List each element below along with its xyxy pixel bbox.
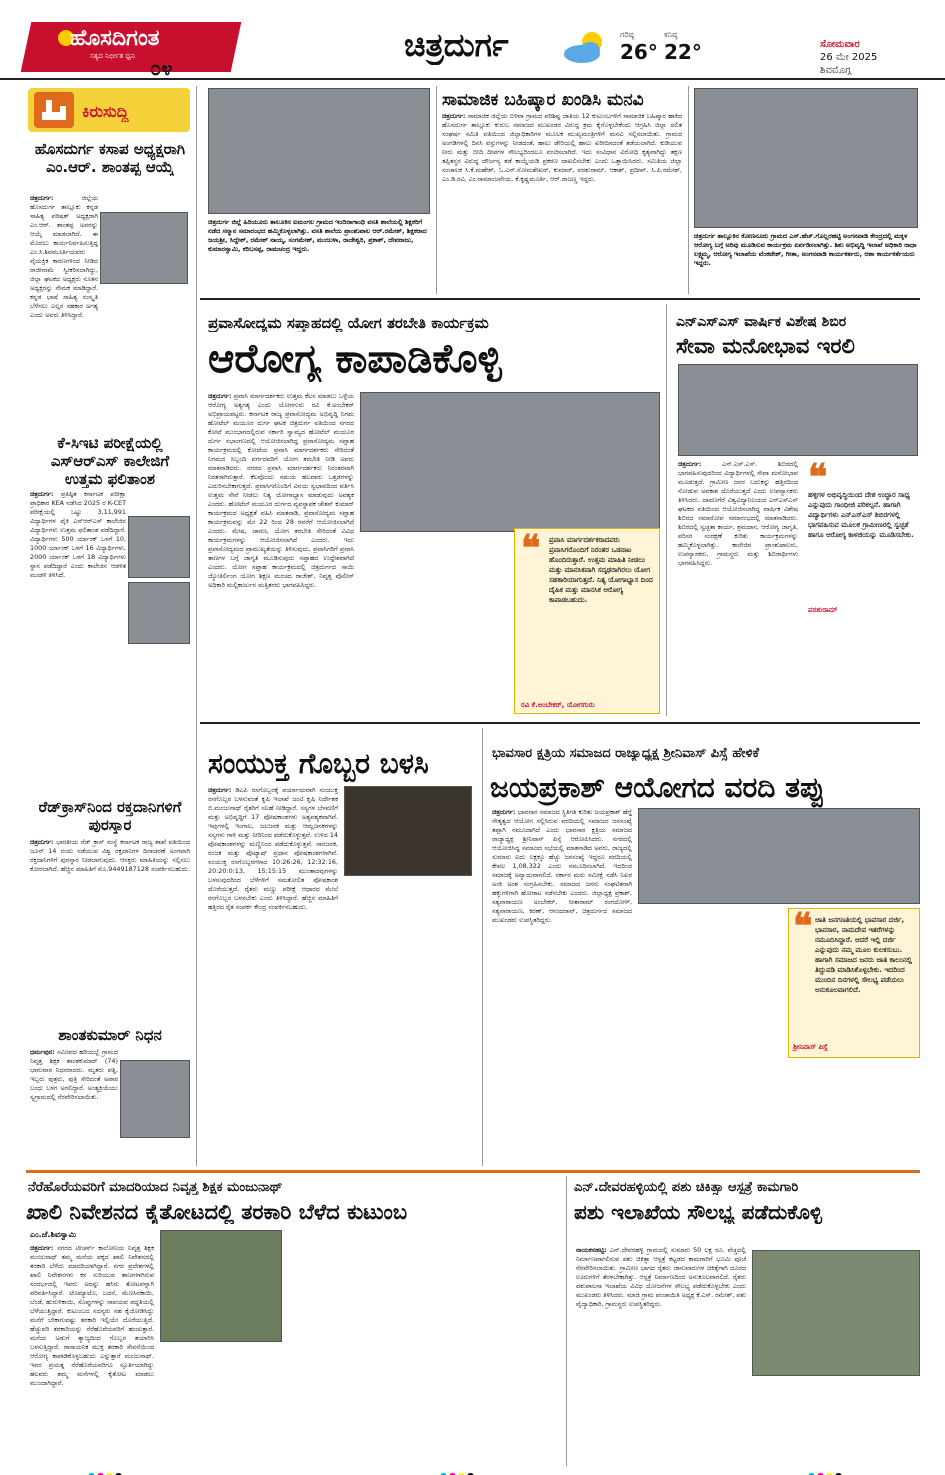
quote-text: ಜಾತಿ ಜನಗಣತಿಯಲ್ಲಿ ಭಾವಸಾರ ದರ್ಜಿ, ಭಾವಸಾರ, ನಾಮದೇವ ಇತರೆಗಳನ್ನು ನಮೂದಿಸಿದ್ದಾರೆ. ಆದರೆ ಇಲ್ಲಿ ದರ್ಜಿ ಎನ್ನುವುದು ನಮ್ಮ ಮೂಲ ಕುಲಕಸುಬು. ಹಾಗಾಗಿ ಸಮಾಜದ ಜನರು ಜಾತಿ ಕಾಲಂನಲ್ಲಿ ತಿದ್ದುಪಡಿ ಮಾಡಿಸಿಕೊಳ್ಳಬೇಕು. ಇದರಿಂದ ಮುಂದಿನ ದಿನಗಳಲ್ಲಿ ಸೌಲಭ್ಯ ಪಡೆಯಲು ಅನುಕೂಲವಾಗಲಿದೆ.	[815, 916, 913, 994]
story-body: ನಾಯಕನಹಟ್ಟಿ: ಎನ್.ದೇವರಹಳ್ಳಿ ಗ್ರಾಮದಲ್ಲಿ ಸುಮಾರು 50 ಲಕ್ಷ ರೂ. ವೆಚ್ಚದಲ್ಲಿ ನಿರ್ಮಾಣವಾಗಲಿರುವ ಪಶು ಚಿಕಿತ್ಸಾ ಆಸ್ಪತ್ರೆ ಕಟ್ಟಡದ ಕಾಮಗಾರಿಗೆ ಭೂಮಿ ಪೂಜೆ ನೆರವೇರಿಸಲಾಯಿತು. ಗ್ರಾಮೀಣ ಭಾಗದ ರೈತರು ಜಾನುವಾರುಗಳ ಚಿಕಿತ್ಸೆಗಾಗಿ ದೂರದ ಊರುಗಳಿಗೆ ತೆರಳಬೇಕಾಗಿತ್ತು. ಆಸ್ಪತ್ರೆ ನಿರ್ಮಾಣದಿಂದ ಅನುಕೂಲವಾಗಲಿದೆ. ರೈತರು ಪಶುಪಾಲನಾ ಇಲಾಖೆಯ ವಿವಿಧ ಯೋಜನೆಗಳ ಸೌಲಭ್ಯ ಪಡೆದುಕೊಳ್ಳಬೇಕು ಎಂದು ಮುಖಂಡರು ತಿಳಿಸಿದರು. ಮಾಜಿ ಗ್ರಾಮ ಪಂಚಾಯಿತಿ ಅಧ್ಯಕ್ಷ ಕೆ.ಎಸ್. ರಮೇಶ್, ಪಶು ವೈದ್ಯಾಧಿಕಾರಿ, ಗ್ರಾಮಸ್ಥರು ಉಪಸ್ಥಿತರಿದ್ದರು.	[576, 1246, 746, 1308]
jayaprakash-quote-box	[788, 908, 920, 1058]
brief-body: ಚಿತ್ರದುರ್ಗ: ಜಿಲ್ಲೆಯ ಹೊಸದುರ್ಗ ತಾಲ್ಲೂಕು ಕನ್ನಡ ಸಾಹಿತ್ಯ ಪರಿಷತ್ ಅಧ್ಯಕ್ಷರಾಗಿ ಎಂ.ಆರ್. ಶಾಂತಪ್ಪ ಅವರನ್ನು ಆಯ್ಕೆ ಮಾಡಲಾಗಿದೆ. ಈ ಮೊದಲು ಕಾರ್ಯನಿರ್ವಹಿಸುತ್ತಿದ್ದ ಎಂ.ಸಿ.ಶಿವಮೂರ್ತಿಯವರು ವೈಯಕ್ತಿಕ ಕಾರಣಗಳಿಂದ ನೀಡಿದ ರಾಜೀನಾಮೆ ಸ್ವೀಕರಿಸಲಾಗಿದ್ದು, ಜಿಲ್ಲಾ ಘಟಕದ ಅಧ್ಯಕ್ಷರು ನೂತನ ಅಧ್ಯಕ್ಷರನ್ನು ನೇಮಕ ಮಾಡಿದ್ದಾರೆ. ಕನ್ನಡ ಭಾಷೆ ಸಾಹಿತ್ಯ ಸಂಸ್ಕೃತಿ ಬೆಳೆಸಲು ಎಲ್ಲರ ಸಹಕಾರ ಅಗತ್ಯ ಎಂದು ಅವರು ತಿಳಿಸಿದ್ದಾರೆ.	[30, 194, 98, 319]
story-headline: ಪಶು ಇಲಾಖೆಯ ಸೌಲಭ್ಯ ಪಡೆದುಕೊಳ್ಳಿ	[574, 1200, 822, 1224]
story-body-cont	[788, 1062, 920, 1164]
fertilizer-photo	[344, 786, 472, 876]
story-body: ಚಿತ್ರದುರ್ಗ: ನಗರದ ಟೀಚರ್ಸ್ ಕಾಲೋನಿಯ ನಿವೃತ್ತ ಶಿಕ್ಷಕ ಮಂಜುನಾಥ್ ತಮ್ಮ ಮನೆಯ ಪಕ್ಕದ ಖಾಲಿ ನಿವೇಶನದಲ್ಲಿ ತರಕಾರಿ ಬೆಳೆದು ಮಾದರಿಯಾಗಿದ್ದಾರೆ. ನಗರ ಪ್ರದೇಶಗಳಲ್ಲಿ ಖಾಲಿ ನಿವೇಶನಗಳು ಕಸ ಸುರಿಯುವ ತಾಣಗಳಾಗಿರುವ ಸಂದರ್ಭದಲ್ಲಿ ಇವರು ಅದನ್ನು ಹಸಿರು ತೋಟವನ್ನಾಗಿ ಪರಿವರ್ತಿಸಿದ್ದಾರೆ. ಟೊಮ್ಯಾಟೊ, ಬದನೆ, ಮೆಣಸಿನಕಾಯಿ, ಬೆಂಡೆ, ಹುರುಳಿಕಾಯಿ, ಸೊಪ್ಪುಗಳನ್ನು ಸಾವಯವ ಪದ್ಧತಿಯಲ್ಲಿ ಬೆಳೆಯುತ್ತಿದ್ದಾರೆ. ಕುಟುಂಬದ ಸದಸ್ಯರು ಸಹ ಕೈಜೋಡಿಸಿದ್ದು ಮನೆಗೆ ಬೇಕಾಗುವಷ್ಟು ತರಕಾರಿ ಇಲ್ಲಿಯೇ ದೊರೆಯುತ್ತಿದೆ. ಹೆಚ್ಚುವರಿ ತರಕಾರಿಯನ್ನು ನೆರೆಹೊರೆಯವರಿಗೆ ಹಂಚುತ್ತಾರೆ. ಮನೆಯ ಅಡುಗೆ ತ್ಯಾಜ್ಯದಿಂದ ಗೊಬ್ಬರ ತಯಾರಿಸಿ ಬಳಸುತ್ತಿದ್ದಾರೆ. ರಾಸಾಯನಿಕ ಮುಕ್ತ ತರಕಾರಿ ಸೇವನೆಯಿಂದ ಆರೋಗ್ಯ ಕಾಪಾಡಿಕೊಳ್ಳಬಹುದು ಎನ್ನುತ್ತಾರೆ ಮಂಜುನಾಥ್. ಇವರ ಪ್ರಯತ್ನ ನೆರೆಹೊರೆಯವರಿಗೂ ಸ್ಫೂರ್ತಿಯಾಗಿದ್ದು ಹಲವರು ತಮ್ಮ ಮನೆಗಳಲ್ಲಿ ಕೈತೋಟ ಮಾಡಲು ಮುಂದಾಗಿದ್ದಾರೆ.	[30, 1244, 154, 1387]
photo-caption: ಚಿತ್ರದುರ್ಗ ಜಿಲ್ಲೆ ಹಿರಿಯೂರು ತಾಲೂಕಿನ ಐಮಂಗಲ ಗ್ರಾಮದ ಇಂದಿರಾಗಾಂಧಿ ವಸತಿ ಶಾಲೆಯಲ್ಲಿ ಶಿಕ್ಷಕರಿಗೆ ನಡೆದ ಸನ್ಮಾನ ಸಮಾರಂಭದ ಹಮ್ಮಿಕೊಳ್ಳಲಾಗಿತ್ತು. ವಸತಿ ಶಾಲೆಯ ಪ್ರಾಂಶುಪಾಲ ಆರ್.ರಮೇಶ್, ಶಿಕ್ಷಕರಾದ ಜಯಶ್ರೀ, ಸಿದ್ದೇಶ್, ರಮೇಶ್ ನಾಯ್ಕ, ಸಂಗಮೇಶ್, ಮಂಜುಳಾ, ರಾಜೇಶ್ವರಿ, ಪ್ರಕಾಶ್, ದೇವರಾಜು, ಕುಮಾರಸ್ವಾಮಿ, ಕರಿಬಸಪ್ಪ, ರಾಮಚಂದ್ರ ಇದ್ದರು.	[208, 218, 427, 253]
vegetable-garden-photo	[160, 1230, 282, 1342]
edition-place: ಶಿವಮೊಗ್ಗ	[820, 65, 852, 76]
photo-caption: ಚಿತ್ರದುರ್ಗ ತಾಲ್ಲೂಕಿನ ಕೋಣನೂರು ಗ್ರಾಮದ ಎಸ್.ಹೆಚ್.ಗೊಲ್ಲರಹಟ್ಟಿ ಅಂಗನವಾಡಿ ಕೇಂದ್ರದಲ್ಲಿ ಮಕ್ಕಳ ಆರೋಗ್ಯ ಬಗ್ಗೆ ಅರಿವು ಮೂಡಿಸುವ ಕಾರ್ಯಕ್ರಮ ಏರ್ಪಡಿಸಲಾಗಿತ್ತು. ಶಿಶು ಅಭಿವೃದ್ಧಿ ಇಲಾಖೆ ಅಧಿಕಾರಿ ರಾಧಾ ಲಕ್ಷ್ಮಮ್ಮ, ಆರೋಗ್ಯ ಇಲಾಖೆಯ ವೆಂಕಟೇಶ್, ಗೀತಾ, ಅಂಗನವಾಡಿ ಕಾರ್ಯಕರ್ತರು, ಆಶಾ ಕಾರ್ಯಕರ್ತೆಯರು ಇದ್ದರು.	[694, 232, 917, 267]
brief-headline: ರೆಡ್‌ಕ್ರಾಸ್‌ನಿಂದ ರಕ್ತದಾನಿಗಳಿಗೆ ಪುರಸ್ಕಾರ	[38, 798, 182, 834]
story-kicker: ಭಾವಸಾರ ಕ್ಷತ್ರಿಯ ಸಮಾಜದ ರಾಜ್ಯಾಧ್ಯಕ್ಷ ಶ್ರೀನಿವಾಸ್ ಪಿಸ್ಸೆ ಹೇಳಿಕೆ	[492, 746, 760, 761]
story-body-cont	[430, 1230, 558, 1464]
story-body-cont	[160, 1346, 290, 1464]
page-number: ೦೪	[150, 56, 173, 80]
story-body: ಚಿತ್ರದುರ್ಗ: ಸಾಮಾಜಿಕ ಜಿಲ್ಲೆಯ ಬಿಳಿವಾ ಗ್ರಾಮದ ಪರಿಶಿಷ್ಟ ಜಾತಿಯ 12 ಕುಟುಂಬಗಳಿಗೆ ಸಾಮಾಜಿಕ ಬಹಿಷ್ಕಾರ ಹಾಕಿದ ಹೊಸದುರ್ಗ ತಾಲ್ಲೂಕು ಕುರುಬ ಸಮಾಜದ ಮುಖಂಡರ ವಿರುದ್ಧ ಕ್ರಮ ಕೈಗೊಳ್ಳಬೇಕೆಂದು ಆಗ್ರಹಿಸಿ ಜಿಲ್ಲಾ ದಲಿತ ಸಂಘರ್ಷ ಸಮಿತಿ ವತಿಯಿಂದ ಜಿಲ್ಲಾಧಿಕಾರಿಗಳ ಮೂಲಕ ಮುಖ್ಯಮಂತ್ರಿಗಳಿಗೆ ಮನವಿ ಸಲ್ಲಿಸಲಾಯಿತು. ಗ್ರಾಮದ ಅಂಗಡಿಗಳಲ್ಲಿ ದಿನಸಿ ವಸ್ತುಗಳನ್ನು ನೀಡದಂತೆ, ಹಾಲು ಡೇರಿಯಲ್ಲಿ ಹಾಲು ಖರೀದಿಸದಂತೆ ತಡೆಯಲಾಗಿದೆ. ಕುಡಿಯುವ ನೀರು ಮತ್ತು ಬೀದಿ ದೀಪಗಳ ಸೌಲಭ್ಯದಿಂದಲೂ ವಂಚಿಸಲಾಗಿದೆ. ಇದು ಸಂವಿಧಾನ ವಿರೋಧಿ ಕೃತ್ಯವಾಗಿದ್ದು ತಕ್ಷಣ ತಪ್ಪಿತಸ್ಥರ ವಿರುದ್ಧ ದೌರ್ಜನ್ಯ ತಡೆ ಕಾಯ್ದೆಯಡಿ ಪ್ರಕರಣ ದಾಖಲಿಸಬೇಕು ಎಂದು ಒತ್ತಾಯಿಸಿದರು. ಸಮಿತಿಯ ಜಿಲ್ಲಾ ಸಂಚಾಲಕ ಸಿ.ಕೆ.ಮಹೇಶ್, ಓ.ಎನ್.ಸೋಮಶೇಖರ್, ಕುಮಾರ್, ಪರಶುರಾಮ್, ಆಕಾಶ್, ಪ್ರದೀಪ್, ಸಿ.ಪಿ.ರಮೇಶ್, ಎಂ.ಡಿ.ರವಿ, ಎಂ.ರಾಮಾಂಜನೇಯ, ಕೆ.ಕೃಷ್ಣಮೂರ್ತಿ, ಆರ್.ರಾಜಣ್ಣ ಇದ್ದರು.	[442, 112, 682, 183]
quote-attribution: ಶ್ರೀನಿವಾಸ್ ಪಿಸ್ಸೆ	[793, 1043, 828, 1051]
brief-headline: ಹೊಸದುರ್ಗ ಕಸಾಪ ಅಧ್ಯಕ್ಷರಾಗಿ ಎಂ.ಆರ್. ಶಾಂತಪ್ಪ ಆಯ್ಕೆ	[34, 140, 186, 176]
brief-item	[30, 1026, 190, 1044]
story-byline: ಎಂ.ಜೆ.ಶಿವಸ್ವಾಮಿ	[30, 1230, 77, 1239]
obituary-photo	[120, 1060, 190, 1138]
story-kicker: ಪ್ರವಾಸೋದ್ಯಮ ಸಪ್ತಾಹದಲ್ಲಿ ಯೋಗ ತರಬೇತಿ ಕಾರ್ಯಕ್ರಮ	[208, 314, 489, 332]
story-body: ಚಿತ್ರದುರ್ಗ: ಭಾವಸಾರ ಸಮಾಜದ ಸ್ಥಿತಿಗತಿ ಕುರಿತು ಜಯಪ್ರಕಾಶ್ ಹೆಗ್ಡೆ ನೇತೃತ್ವದ ಆಯೋಗ ಸಲ್ಲಿಸಿರುವ ವರದಿಯಲ್ಲಿ ಸಮಾಜದ ಜನಸಂಖ್ಯೆ ತಪ್ಪಾಗಿ ನಮೂದಾಗಿದೆ ಎಂದು ಭಾವಸಾರ ಕ್ಷತ್ರಿಯ ಸಮಾಜದ ರಾಜ್ಯಾಧ್ಯಕ್ಷ ಶ್ರೀನಿವಾಸ್ ಪಿಸ್ಸೆ ಆರೋಪಿಸಿದರು. ನಗರದಲ್ಲಿ ಆಯೋಜಿಸಿದ್ದ ಸಮಾಜದ ಸಭೆಯಲ್ಲಿ ಮಾತನಾಡಿದ ಅವರು, ರಾಜ್ಯದಲ್ಲಿ ಸುಮಾರು ಐದು ಲಕ್ಷಕ್ಕೂ ಹೆಚ್ಚು ಜನಸಂಖ್ಯೆ ಇದ್ದರೂ ವರದಿಯಲ್ಲಿ ಕೇವಲ 1,08,322 ಎಂದು ನಮೂದಿಸಲಾಗಿದೆ. ಇದರಿಂದ ಸಮಾಜಕ್ಕೆ ಅನ್ಯಾಯವಾಗಲಿದೆ. ಸರ್ಕಾರ ಮರು ಸಮೀಕ್ಷೆ ನಡೆಸಿ ನಿಖರ ಅಂಕಿ ಅಂಶ ಸಂಗ್ರಹಿಸಬೇಕು. ಸಮಾಜದ ಜನರು ಸಂಘಟಿತರಾಗಿ ಹಕ್ಕುಗಳಿಗಾಗಿ ಹೋರಾಟ ನಡೆಸಬೇಕು ಎಂದರು. ಜಿಲ್ಲಾಧ್ಯಕ್ಷ ಪ್ರಕಾಶ್, ಸತ್ಯನಾರಾಯಣ ಅಂಬೇಕರ್, ಸೀತಾರಾಮ್ ರಂಗದೋಳ್, ಸತ್ಯನಾರಾಯಣ, ಕಿರಣ್, ಆನಂದರಾವ್, ಚಿತ್ರದುರ್ಗದ ಸಮಾಜದ ಮುಖಂಡರು ಉಪಸ್ಥಿತರಿದ್ದರು.	[492, 808, 632, 924]
school-event-photo	[208, 88, 430, 214]
weekday: ಸೋಮವಾರ	[820, 39, 860, 50]
story-body-cont	[360, 538, 510, 718]
print-registration-marks	[88, 1465, 124, 1473]
brief-body: ಧರ್ಮಪುರ: ಸಮೀಪದ ಹರಿಯಬ್ಬೆ ಗ್ರಾಮದ ನಿವೃತ್ತ ಶಿಕ್ಷಕ ಶಾಂತಕುಮಾರ್ (74) ಭಾನುವಾರ ನಿಧನರಾದರು. ಮೃತರು ಪತ್ನಿ, ಇಬ್ಬರು ಪುತ್ರರು, ಪುತ್ರಿ ಸೇರಿದಂತೆ ಅಪಾರ ಬಂಧು ಬಳಗ ಅಗಲಿದ್ದಾರೆ. ಅಂತ್ಯಕ್ರಿಯೆಯು ಸ್ವಗ್ರಾಮದಲ್ಲಿ ನೆರವೇರಿಸಲಾಯಿತು.	[30, 1048, 118, 1101]
story-headline: ಸೇವಾ ಮನೋಭಾವ ಇರಲಿ	[676, 334, 855, 358]
brief-headline: ಶಾಂತಕುಮಾರ್ ನಿಧನ	[58, 1026, 162, 1044]
temp-max: 26°	[620, 40, 658, 64]
date-block	[820, 38, 930, 77]
story-body: ಚಿತ್ರದುರ್ಗ: ಪ್ರವಾಸಿ ಮಾರ್ಗದರ್ಶಕರು ಉತ್ತಮ ಕೆಲಸ ಮಾಡಲು ಒಳ್ಳೆಯ ಆರೋಗ್ಯ ಅತ್ಯಗತ್ಯ ಎಂದು ಯೋಗಗುರು ರವಿ ಕೆ.ಅಂಬೇಕರ್ ಅಭಿಪ್ರಾಯಪಟ್ಟರು. ಕರ್ನಾಟಕ ರಾಜ್ಯ ಪ್ರವಾಸೋದ್ಯಮ ಅಭಿವೃದ್ಧಿ ನಿಗಮ ಹೋಟೆಲ್ ಮಯೂರ ದುರ್ಗ ಘಟಕ ಚಿತ್ರದುರ್ಗ ವತಿಯಿಂದ ನಗರದ ಕೋಟೆ ಮುಂಭಾಗದಲ್ಲಿರುವ ಸರ್ಕಾರಿ ಸ್ವಾಮ್ಯದ ಹೋಟೆಲ್ ಮಯೂರ ದುರ್ಗ ಸಭಾಂಗಣದಲ್ಲಿ ಆಯೋಜಿಸಲಾಗಿದ್ದ ಪ್ರವಾಸೋದ್ಯಮ ಸಪ್ತಾಹ ಕಾರ್ಯಕ್ರಮದಲ್ಲಿ ಕೋಟೆಯ ಪ್ರವಾಸಿ ಮಾರ್ಗದರ್ಶಕರು ಸೇರಿದಂತೆ ನಿಗಮದ ಸಿಬ್ಬಂದಿ ವರ್ಗದವರಿಗೆ ಯೋಗ ತರಬೇತಿ ನೀಡಿ ಅವರು ಮಾತನಾಡಿದರು. ನಗರದ ಪ್ರವಾಸಿ ಮಾರ್ಗದರ್ಶಕರು ನಿರಂತರವಾಗಿ ನಿರತರಾಗಿರುತ್ತಾರೆ. ಕೆಲವೊಂದು ಸಮಯ ಹಲವಾರು ಒತ್ತಡಗಳನ್ನು ಎದುರಿಸಬೇಕಾಗುತ್ತದೆ. ಪ್ರವಾಸಿಗರೊಂದಿಗೆ ವಿನಯ ಸ್ವಭಾವದಿಂದ ವರ್ತಿಸಿ ಉತ್ತಮ ಸೇವೆ ನೀಡಲು ನಿತ್ಯ ಯೋಗಾಭ್ಯಾಸ ಮಾಡುವುದು ಅವಶ್ಯಕ ಎಂದರು. ಹೋಟೆಲ್ ಮಯೂರ ದುರ್ಗದ ವ್ಯವಸ್ಥಾಪಕ ಚೇತನ್ ಕುಮಾರ್ ಕಾರ್ಯಕ್ರಮದ ಅಧ್ಯಕ್ಷತೆ ವಹಿಸಿ ಮಾತನಾಡಿ, ಪ್ರವಾಸೋದ್ಯಮ ಸಪ್ತಾಹ ಕಾರ್ಯಕ್ರಮವನ್ನು ಮೇ 22 ರಿಂದ 28 ರವರೆಗೆ ಆಯೋಜಿಸಲಾಗಿದೆ ಎಂದರು. ಮೇಷ, ಚಾರಣ, ಯೋಗ ತರಬೇತಿ ಸೇರಿದಂತೆ ವಿವಿಧ ಕಾರ್ಯಕ್ರಮಗಳನ್ನು ಆಯೋಜಿಸಲಾಗಿದೆ ಎಂದರು. ಇದು ಪ್ರವಾಸೋದ್ಯಮದ ಪ್ರಾಮುಖ್ಯತೆಯನ್ನು ತಿಳಿಸುವುದು, ಪ್ರವಾಸಿಗರಿಗೆ ಪ್ರವಾಸಿ ತಾಣಗಳ ಬಗ್ಗೆ ಜಾಗೃತಿ ಮೂಡಿಸುವುದು ಸಪ್ತಾಹದ ಉದ್ದೇಶವಾಗಿದೆ ಎಂದರು. ಯೋಗ ಸಪ್ತಾಹ ಕಾರ್ಯಕ್ರಮದಲ್ಲಿ ಚಿತ್ರದುರ್ಗದ ಸಾಯಿ ಜ್ಯೋತಿರ್ಲಿಂಗ ಯೋಗ ಶಿಕ್ಷಣ ಮಂಚದ ರಾಜೇಶ್, ನಿವೃತ್ತ ಪೊಲೀಸ್ ಅಧಿಕಾರಿ ಮಲ್ಲಿಕಾರ್ಜುನ ಮತ್ತಿತರರು ಭಾಗವಹಿಸಿದ್ದರು.	[208, 392, 354, 589]
logo-tagline: ಸತ್ಯದ ನಿರ್ಭೀತ ಧ್ವನಿ	[90, 52, 135, 60]
temp-max-label: ಗರಿಷ್ಠ	[620, 30, 634, 39]
quote-text: ಪ್ರವಾಸಿ ಮಾರ್ಗದರ್ಶಕರಾದವರು ಪ್ರವಾಸಿಗರೊಂದಿಗೆ ನಿರಂತರ ಒಡನಾಟ ಹೊಂದಿರುತ್ತಾರೆ. ಉತ್ತಮ ಮಾಹಿತಿ ನೀಡಲು ಮತ್ತು ಮಾನಸಿಕವಾಗಿ ಸದೃಢರಾಗಿರಲು ಯೋಗ ಸಹಕಾರಿಯಾಗುತ್ತದೆ. ನಿತ್ಯ ಯೋಗಾಭ್ಯಾಸ ದಿಂದ ದೈಹಿಕ ಮತ್ತು ಮಾನಸಿಕ ಆರೋಗ್ಯ ಕಾಪಾಡಬಹುದು.	[549, 536, 653, 604]
brief-item	[30, 140, 190, 176]
temperature-block	[618, 30, 708, 70]
story-headline: ಸಂಯುಕ್ತ ಗೊಬ್ಬರ ಬಳಸಿ	[208, 747, 429, 780]
pointing-hand-icon	[34, 92, 74, 128]
edition-city: ಚಿತ್ರದುರ್ಗ	[404, 26, 509, 64]
temp-min: 22°	[664, 40, 702, 64]
nss-event-photo	[678, 364, 918, 456]
quote-attribution: ರವಿ ಕೆ.ಅಂಬೇಕರ್, ಯೋಗಗುರು	[521, 701, 595, 709]
nss-quote-box	[804, 460, 920, 620]
yoga-event-photo	[360, 392, 660, 532]
date: 26 ಮೇ 2025	[820, 52, 878, 63]
quote-text: ಹಳ್ಳಿಗಳ ಅಭಿವೃದ್ಧಿಯಿಂದ ದೇಶ ಉದ್ಧಾರ ಸಾಧ್ಯ ಎನ್ನುವುದು ಗಾಂಧೀಜಿ ಪರಿಕಲ್ಪನೆ. ಹಾಗಾಗಿ ವಿದ್ಯಾರ್ಥಿಗಳು ಎನ್‌ಎಸ್‌ಎಸ್ ಶಿಬಿರಗಳಲ್ಲಿ ಭಾಗವಹಿಸುವ ಮೂಲಕ ಗ್ರಾಮೀಣರಲ್ಲಿ ಸ್ವಚ್ಛತೆ ಹಾಗೂ ಆರೋಗ್ಯ ಕಾಳಜಿಯನ್ನು ಮೂಡಿಸಬೇಕು.	[808, 491, 914, 539]
brief-body: ಚಿತ್ರದುರ್ಗ: ಪ್ರತಿಷ್ಠಿತ ಕರ್ನಾಟಕ ಪರೀಕ್ಷಾ ಪ್ರಾಧಿಕಾರ KEA ನಡೆಸಿದ 2025 ರ K-CET ಪರೀಕ್ಷೆಯಲ್ಲಿ ಒಟ್ಟು 3,11,991 ವಿದ್ಯಾರ್ಥಿಗಳ ಪೈಕಿ ಎಸ್‌ಆರ್‌ಎಸ್ ಕಾಲೇಜಿನ ವಿದ್ಯಾರ್ಥಿಗಳು ಉತ್ತಮ ಫಲಿತಾಂಶ ಪಡೆದಿದ್ದಾರೆ. ವಿದ್ಯಾರ್ಥಿಗಳು 500 ರ್ಯಾಂಕ್ ಒಳಗೆ 10, 1000 ರ್ಯಾಂಕ್ ಒಳಗೆ 16 ವಿದ್ಯಾರ್ಥಿಗಳು, 2000 ರ್ಯಾಂಕ್ ಒಳಗೆ 18 ವಿದ್ಯಾರ್ಥಿಗಳು ಸ್ಥಾನ ಪಡೆದಿದ್ದಾರೆ ಎಂದು ಕಾಲೇಜಿನ ಆಡಳಿತ ಮಂಡಳಿ ತಿಳಿಸಿದೆ.	[30, 490, 126, 579]
quote-icon: ❝	[808, 460, 828, 498]
story-body: ಚಿತ್ರದುರ್ಗ: ಎನ್.ಎಸ್.ಎಸ್. ಶಿಬಿರದಲ್ಲಿ ಭಾಗವಹಿಸುವುದರಿಂದ ವಿದ್ಯಾರ್ಥಿಗಳಲ್ಲಿ ಸೇವಾ ಮನೋಭಾವ ಮೂಡುತ್ತದೆ. ಗ್ರಾಮೀಣ ಜನರ ಬದುಕನ್ನು ಹತ್ತಿರದಿಂದ ನೋಡುವ ಅವಕಾಶ ದೊರೆಯುತ್ತದೆ ಎಂದು ಉಪನ್ಯಾಸಕರು ತಿಳಿಸಿದರು. ದಾವಣಗೆರೆ ವಿಶ್ವವಿದ್ಯಾನಿಲಯದ ಎನ್‌ಎಸ್‌ಎಸ್ ಘಟಕದ ವತಿಯಿಂದ ಆಯೋಜಿಸಲಾಗಿದ್ದ ವಾರ್ಷಿಕ ವಿಶೇಷ ಶಿಬಿರದ ಸಮಾರೋಪ ಸಮಾರಂಭದಲ್ಲಿ ಮಾತನಾಡಿದರು. ಶಿಬಿರದಲ್ಲಿ ಸ್ವಚ್ಛತಾ ಕಾರ್ಯ, ಶ್ರಮದಾನ, ಆರೋಗ್ಯ ಜಾಗೃತಿ, ಪರಿಸರ ಸಂರಕ್ಷಣೆ ಕುರಿತು ಕಾರ್ಯಕ್ರಮಗಳನ್ನು ಹಮ್ಮಿಕೊಳ್ಳಲಾಗಿತ್ತು. ಕಾಲೇಜಿನ ಪ್ರಾಂಶುಪಾಲರು, ಉಪನ್ಯಾಸಕರು, ಗ್ರಾಮಸ್ಥರು ಮತ್ತು ಶಿಬಿರಾರ್ಥಿಗಳು ಭಾಗವಹಿಸಿದ್ದರು.	[678, 460, 798, 567]
print-registration-marks	[440, 1465, 476, 1473]
story-headline: ಖಾಲಿ ನಿವೇಶನದ ಕೈತೋಟದಲ್ಲಿ ತರಕಾರಿ ಬೆಳೆದ ಕುಟುಂಬ	[26, 1200, 408, 1224]
brief-photo	[128, 516, 190, 578]
sun-cloud-icon	[560, 28, 610, 66]
story-kicker: ನೆರೆಹೊರೆಯವರಿಗೆ ಮಾದರಿಯಾದ ನಿವೃತ್ತ ಶಿಕ್ಷಕ ಮಂಜುನಾಥ್	[28, 1180, 283, 1195]
story-headline: ಜಯಪ್ರಕಾಶ್ ಆಯೋಗದ ವರದಿ ತಪ್ಪು	[490, 771, 825, 804]
story-body-cont	[344, 882, 474, 1164]
brief-body: ಚಿತ್ರದುರ್ಗ: ಭಾರತೀಯ ರೆಡ್ ಕ್ರಾಸ್ ಸಂಸ್ಥೆ ಕರ್ನಾಟಕ ರಾಜ್ಯ ಶಾಖೆ ವತಿಯಿಂದ ಜೂನ್ 14 ರಂದು ನಡೆಯುವ ವಿಶ್ವ ರಕ್ತದಾನಿಗಳ ದಿನಾಚರಣೆ ಅಂಗವಾಗಿ ರಕ್ತದಾನಿಗಳಿಗೆ ಪುರಸ್ಕಾರ ನೀಡಲಾಗುವುದು. ಆಸಕ್ತರು ಮಾಹಿತಿಯನ್ನು ಸಲ್ಲಿಸಲು ಕೋರಲಾಗಿದೆ. ಹೆಚ್ಚಿನ ಮಾಹಿತಿಗೆ ಮೊ.9449187128 ಸಂಪರ್ಕಿಸಬಹುದು.	[30, 838, 190, 873]
quote-icon: ❝	[521, 528, 541, 569]
yoga-quote-box	[514, 528, 660, 714]
quote-icon: ❝	[793, 908, 813, 947]
newspaper-logo: ಹೊಸದಿಗಂತ	[70, 26, 160, 51]
print-registration-marks	[808, 1465, 844, 1473]
samaj-meeting-photo	[638, 808, 920, 904]
temp-min-label: ಕನಿಷ್ಠ	[664, 30, 678, 39]
brief-item	[30, 798, 190, 834]
brief-headline: ಕೆ-ಸಿಇಟಿ ಪರೀಕ್ಷೆಯಲ್ಲಿ ಎಸ್‌ಆರ್‌ಎಸ್ ಕಾಲೇಜಿಗೆ ಉತ್ತಮ ಫಲಿತಾಂಶ	[50, 434, 170, 488]
anganwadi-photo	[694, 88, 918, 228]
story-body-cont	[804, 624, 920, 716]
brief-photo	[100, 212, 188, 284]
story-body-cont	[638, 910, 784, 1164]
story-body-cont	[752, 1380, 920, 1464]
brief-item	[30, 434, 190, 488]
story-headline: ಆರೋಗ್ಯ ಕಾಪಾಡಿಕೊಳ್ಳಿ	[208, 336, 502, 382]
quote-attribution: ಪರಶುರಾಮ್	[808, 606, 838, 614]
ground-breaking-photo	[752, 1250, 920, 1376]
samajika-story	[442, 88, 682, 112]
story-body: ಚಿತ್ರದುರ್ಗ: ಡಿಎಪಿ ರಸಗೊಬ್ಬರಕ್ಕೆ ಪರ್ಯಾಯವಾಗಿ ಸಂಯುಕ್ತ ರಸಗೊಬ್ಬರ ಬಳಸುವಂತೆ ಕೃಷಿ ಇಲಾಖೆ ಜಂಟಿ ಕೃಷಿ ನಿರ್ದೇಶಕ ಬಿ.ಮಂಜುನಾಥ್ ರೈತರಿಗೆ ಸಲಹೆ ನೀಡಿದ್ದಾರೆ. ಸಸ್ಯಗಳ ಬೆಳವಣಿಗೆ ಮತ್ತು ಅಭಿವೃದ್ಧಿಗೆ 17 ಪೋಷಕಾಂಶಗಳು ಅತ್ಯವಶ್ಯಕವಾಗಿವೆ. ಇವುಗಳಲ್ಲಿ ಇಂಗಾಲ, ಜಲಜನಕ ಮತ್ತು ಆಮ್ಲಜನಕಗಳನ್ನು ಸಸ್ಯಗಳು ಗಾಳಿ ಮತ್ತು ನೀರಿನಿಂದ ಪಡೆದುಕೊಳ್ಳುತ್ತವೆ. ಉಳಿದ 14 ಪೋಷಕಾಂಶಗಳನ್ನು ಮಣ್ಣಿನಿಂದ ಪಡೆದುಕೊಳ್ಳುತ್ತವೆ. ಸಾರಜನಕ, ರಂಜಕ ಮತ್ತು ಪೊಟ್ಯಾಷ್ ಪ್ರಧಾನ ಪೋಷಕಾಂಶಗಳಾಗಿವೆ. ಸಂಯುಕ್ತ ರಸಗೊಬ್ಬರಗಳಾದ 10:26:26, 12:32:16, 20:20:0:13, 15:15:15 ಮುಂತಾದವುಗಳನ್ನು ಬಳಸುವುದರಿಂದ ಬೆಳೆಗಳಿಗೆ ಸಮತೋಲಿತ ಪೋಷಕಾಂಶ ದೊರೆಯುತ್ತದೆ. ರೈತರು ಮಣ್ಣು ಪರೀಕ್ಷೆ ಆಧಾರದ ಮೇಲೆ ರಸಗೊಬ್ಬರ ಬಳಸಬೇಕು ಎಂದು ತಿಳಿಸಿದ್ದಾರೆ. ಹೆಚ್ಚಿನ ಮಾಹಿತಿಗೆ ಹತ್ತಿರದ ರೈತ ಸಂಪರ್ಕ ಕೇಂದ್ರ ಸಂಪರ್ಕಿಸಬಹುದು.	[208, 786, 338, 911]
story-body-cont	[296, 1230, 424, 1464]
kirusuddi-label: ಕಿರುಸುದ್ದಿ	[82, 102, 129, 121]
brief-photo	[128, 582, 190, 644]
story-kicker: ಎನ್.ದೇವರಹಳ್ಳಿಯಲ್ಲಿ ಪಶು ಚಿಕಿತ್ಸಾ ಆಸ್ಪತ್ರೆ ಕಾಮಗಾರಿ	[574, 1180, 799, 1195]
story-headline: ಸಾಮಾಜಿಕ ಬಹಿಷ್ಕಾರ ಖಂಡಿಸಿ ಮನವಿ	[442, 90, 644, 110]
story-kicker: ಎನ್‌ಎಸ್‌ಎಸ್ ವಾರ್ಷಿಕ ವಿಶೇಷ ಶಿಬಿರ	[676, 314, 847, 330]
brief-body-cont	[100, 290, 190, 422]
